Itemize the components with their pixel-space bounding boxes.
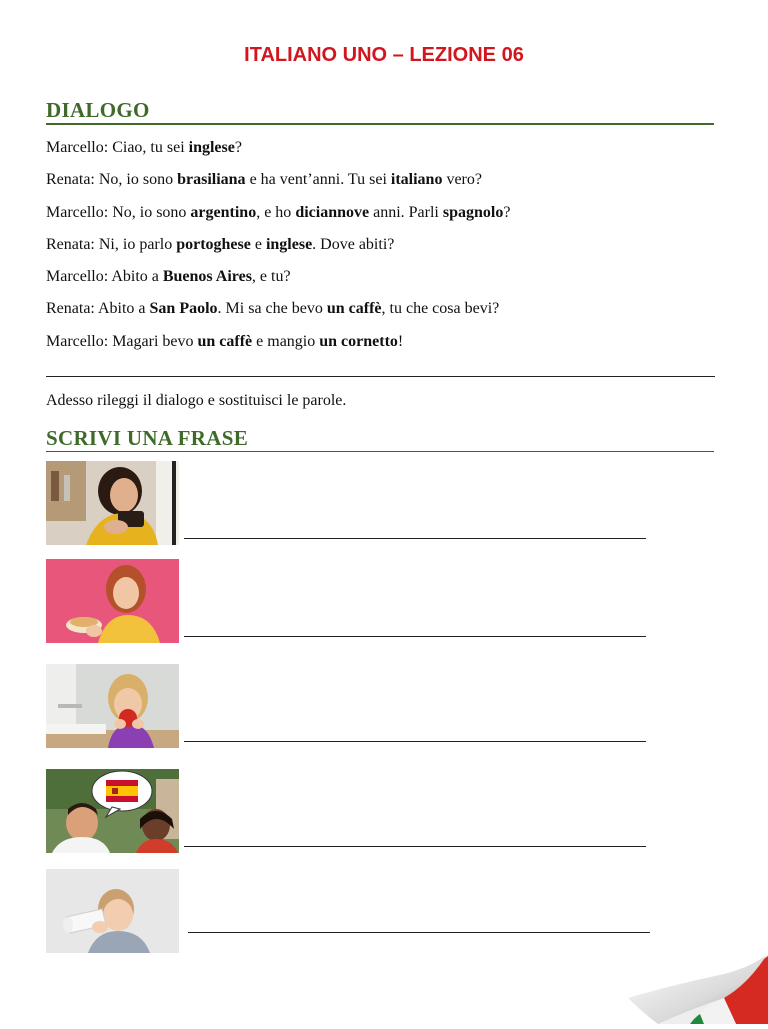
dialog-keyword: italiano (390, 171, 443, 189)
exercise-heading: SCRIVI UNA FRASE (46, 426, 714, 452)
dialog-text: anni. Parli (369, 203, 443, 221)
answer-line[interactable] (184, 740, 646, 742)
divider-line (46, 376, 715, 377)
dialog-text: e ha vent’anni. Tu sei (245, 171, 391, 189)
dialog-keyword: inglese (265, 235, 313, 253)
dialog-keyword: un caffè (197, 332, 253, 350)
dialog-line (46, 229, 726, 261)
exercise-row-4 (46, 769, 686, 855)
answer-line[interactable] (184, 845, 646, 847)
dialog-keyword: brasiliana (177, 171, 246, 189)
dialog-text: Renata: Ni, io parlo (46, 235, 177, 253)
exercise-row-2 (46, 559, 686, 645)
dialog-text: Renata: Abito a (46, 300, 150, 318)
dialog-keyword: argentino (190, 203, 257, 221)
instruction-text: Adesso rileggi il dialogo e sostituisci le parole. (46, 392, 347, 409)
italian-flag-corner-decoration (628, 954, 768, 1024)
dialog-heading: DIALOGO (46, 98, 714, 125)
dialog-text: ? (234, 139, 242, 156)
answer-line[interactable] (188, 931, 650, 933)
dialog-text: , tu che cosa bevi? (381, 300, 500, 318)
dialog-text: ! (397, 332, 404, 350)
woman-drinking-coffee-image (46, 461, 179, 545)
girl-eating-apple-image (46, 664, 179, 748)
dialog-text: Renata: No, io sono (46, 171, 178, 189)
dialog-text: Marcello: No, io sono (46, 203, 191, 221)
dialog-text: . Mi sa che bevo (217, 300, 327, 318)
dialog-text: . Dove abiti? (312, 235, 395, 253)
people-talking-spanish-flag-image (46, 769, 179, 853)
dialog-text: Marcello: Magari bevo (46, 332, 198, 350)
exercise-row-1 (46, 461, 686, 547)
dialog-line (46, 132, 726, 164)
exercise-row-3 (46, 664, 686, 750)
dialog-keyword: un caffè (326, 300, 382, 318)
dialog-keyword: Buenos Aires (162, 268, 252, 286)
dialog-keyword: un cornetto (319, 332, 398, 350)
dialog-section (46, 132, 726, 358)
dialog-line (46, 197, 726, 229)
dialog-line (46, 164, 726, 196)
dialog-line (46, 293, 726, 325)
dialog-text: , e ho (256, 203, 296, 221)
exercise-row-5 (46, 869, 686, 955)
dialog-text: Marcello: Ciao, tu sei (46, 139, 189, 156)
dialog-text: e mangio (252, 332, 320, 350)
dialog-text: Marcello: Abito a (46, 268, 163, 286)
dialog-keyword: San Paolo (149, 300, 218, 318)
answer-line[interactable] (184, 635, 646, 637)
dialog-text: vero? (442, 171, 482, 189)
answer-line[interactable] (184, 537, 646, 539)
dialog-line (46, 326, 726, 358)
dialog-text: , e tu? (251, 268, 291, 286)
dialog-text: e (250, 235, 266, 253)
dialog-keyword: diciannove (295, 203, 370, 221)
boy-drinking-milk-image (46, 869, 179, 953)
page-title: ITALIANO UNO – LEZIONE 06 (244, 44, 524, 66)
dialog-keyword: spagnolo (442, 203, 504, 221)
woman-with-croissant-image (46, 559, 179, 643)
dialog-text: ? (503, 203, 511, 221)
dialog-keyword: inglese (188, 139, 235, 156)
dialog-line (46, 261, 726, 293)
dialog-keyword: portoghese (176, 235, 251, 253)
